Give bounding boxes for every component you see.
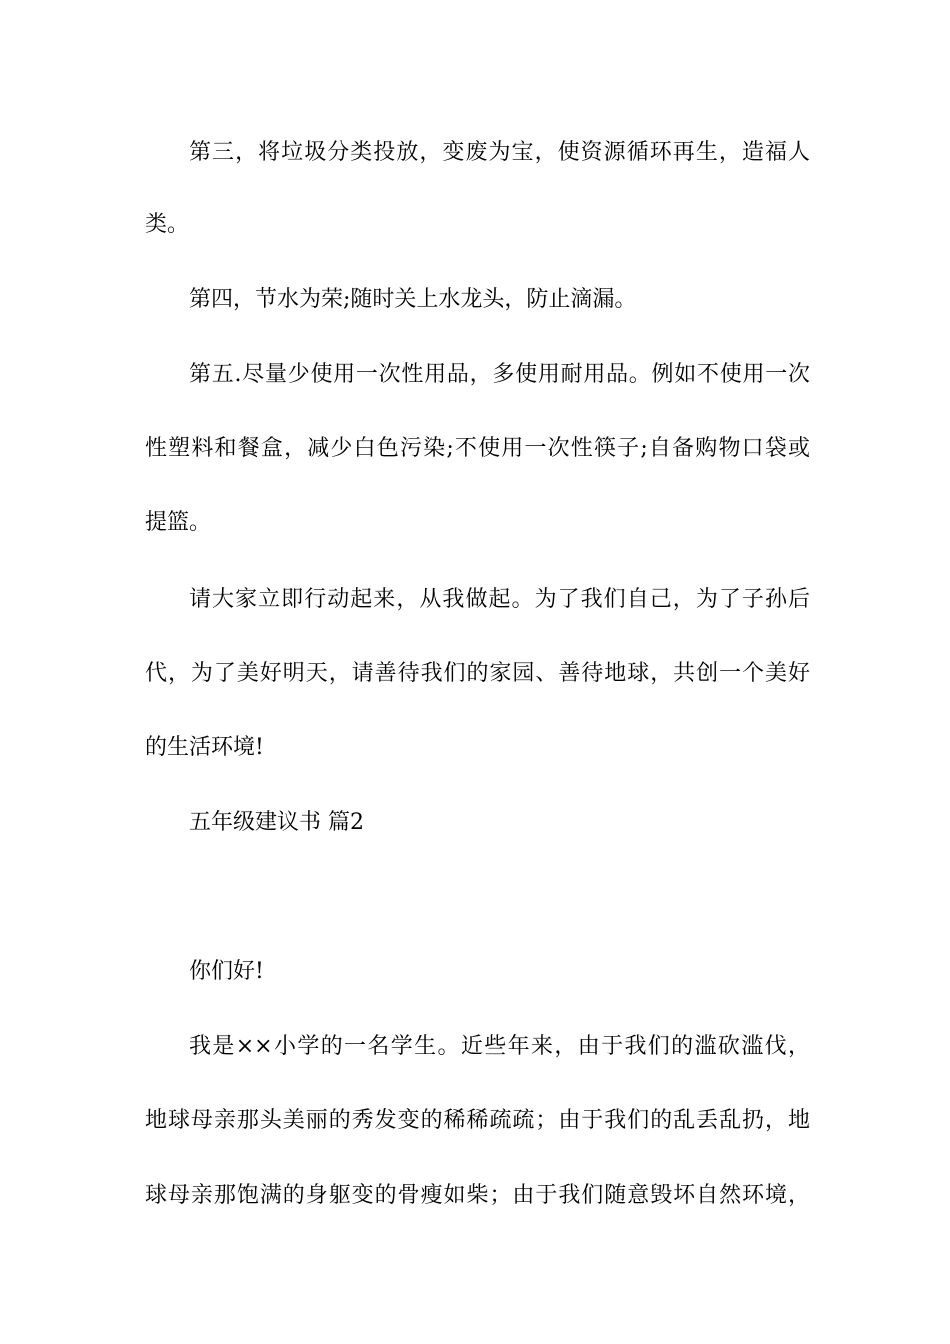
paragraph-line: 第五.尽量少使用一次性用品，多使用耐用品。例如不使用一次 — [189, 362, 810, 387]
paragraph-line: 地球母亲那头美丽的秀发变的稀稀疏疏；由于我们的乱丢乱扔，地 — [145, 1108, 810, 1133]
paragraph-line: 第四，节水为荣;随时关上水龙头，防止滴漏。 — [189, 287, 637, 312]
paragraph-line: 的生活环境! — [145, 735, 264, 760]
section-heading: 五年级建议书 篇2 — [189, 810, 364, 835]
paragraph-line: 请大家立即行动起来，从我做起。为了我们自己，为了子孙后 — [189, 587, 810, 612]
paragraph-line: 球母亲那饱满的身躯变的骨瘦如柴；由于我们随意毁坏自然环境， — [145, 1183, 810, 1208]
paragraph-line: 代，为了美好明天，请善待我们的家园、善待地球，共创一个美好 — [145, 661, 810, 686]
greeting: 你们好! — [189, 959, 264, 984]
paragraph-line: 我是××小学的一名学生。近些年来，由于我们的滥砍滥伐， — [189, 1034, 810, 1059]
paragraph-line: 提篮。 — [145, 510, 212, 535]
paragraph-line: 类。 — [145, 212, 190, 237]
paragraph-line: 性塑料和餐盒，减少白色污染;不使用一次性筷子;自备购物口袋或 — [145, 436, 810, 461]
paragraph-line: 第三，将垃圾分类投放，变废为宝，使资源循环再生，造福人 — [189, 140, 810, 165]
